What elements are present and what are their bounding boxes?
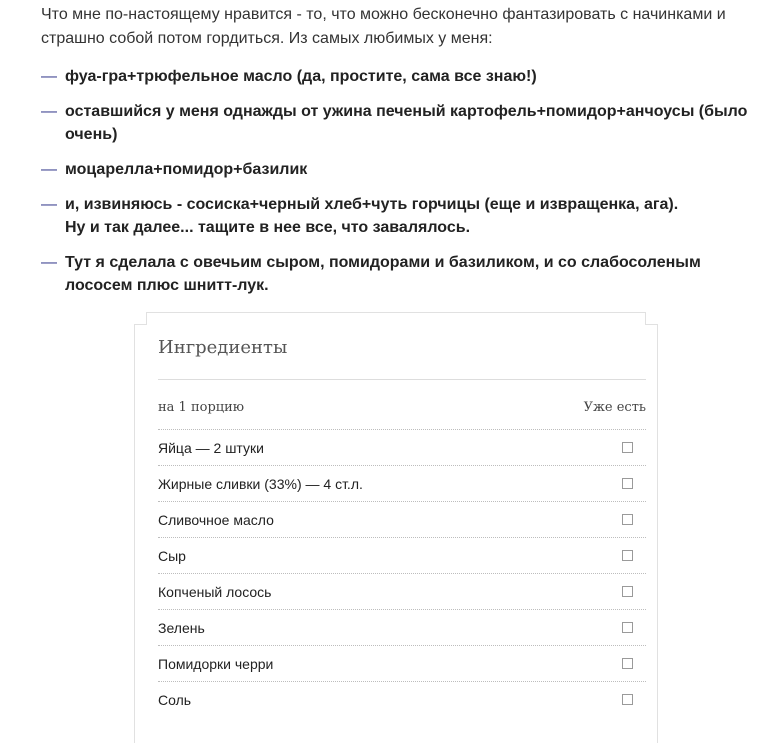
favorites-list (41, 65, 761, 297)
intro-paragraph: Что мне по-настоящему нравится - то, что можно бесконечно фантазировать с начинками и страшно собой потом гордиться. Из самых любимых у меня: (41, 6, 726, 47)
dash-bullet: — (41, 254, 57, 271)
ingredient-name: Зелень (158, 619, 205, 636)
have-checkbox[interactable] (622, 442, 633, 453)
portion-label: на 1 порцию (158, 400, 245, 415)
ingredient-row (158, 429, 646, 465)
favorite-text: и, извиняюсь - сосиска+черный хлеб+чуть горчицы (еще и извращенка, ага). (65, 196, 679, 213)
ingredients-card (134, 312, 658, 743)
have-checkbox[interactable] (622, 586, 633, 597)
have-checkbox[interactable] (622, 478, 633, 489)
ingredient-name: Жирные сливки (33%) — 4 ст.л. (158, 475, 363, 492)
ingredient-row (158, 465, 646, 501)
ingredient-name: Соль (158, 691, 192, 708)
favorite-item (41, 193, 761, 239)
ingredient-row (158, 537, 646, 573)
ingredient-row (158, 609, 646, 645)
have-label: Уже есть (583, 400, 646, 415)
ingredients-list (158, 429, 646, 717)
portion-header (158, 400, 646, 415)
have-checkbox[interactable] (622, 514, 633, 525)
dash-bullet: — (41, 68, 57, 85)
have-checkbox[interactable] (622, 550, 633, 561)
ingredient-name: Сыр (158, 547, 186, 564)
ingredient-name: Помидорки черри (158, 655, 274, 672)
ingredient-name: Копченый лосось (158, 583, 272, 600)
ingredient-row (158, 681, 646, 717)
have-checkbox[interactable] (622, 694, 633, 705)
ingredient-name: Сливочное масло (158, 511, 274, 528)
have-checkbox[interactable] (622, 658, 633, 669)
article-body (41, 0, 761, 309)
dash-bullet: — (41, 103, 57, 120)
favorite-item (41, 158, 761, 181)
favorite-item (41, 251, 761, 297)
favorite-item (41, 65, 761, 88)
favorite-text: оставшийся у меня однажды от ужина печеный картофель+помидор+анчоусы (было очень) (65, 103, 748, 143)
favorite-text: Тут я сделала с овечьим сыром, помидорами и базиликом, и со слабосоленым лососем плюс шнитт-лук. (65, 254, 701, 294)
favorite-item (41, 100, 761, 146)
favorite-text: моцарелла+помидор+базилик (65, 161, 308, 178)
dash-bullet: — (41, 196, 57, 213)
have-checkbox[interactable] (622, 622, 633, 633)
ingredient-row (158, 645, 646, 681)
favorite-text: фуа-гра+трюфельное масло (да, простите, сама все знаю!) (65, 68, 537, 85)
favorite-text-continued: Ну и так далее... тащите в нее все, что завалялось. (65, 219, 471, 236)
dash-bullet: — (41, 161, 57, 178)
ingredient-name: Яйца — 2 штуки (158, 439, 264, 456)
title-divider (158, 379, 646, 380)
card-corner-notch (134, 312, 147, 325)
ingredient-row (158, 501, 646, 537)
ingredient-row (158, 573, 646, 609)
ingredients-title: Ингредиенты (158, 337, 288, 358)
card-corner-notch (645, 312, 658, 325)
